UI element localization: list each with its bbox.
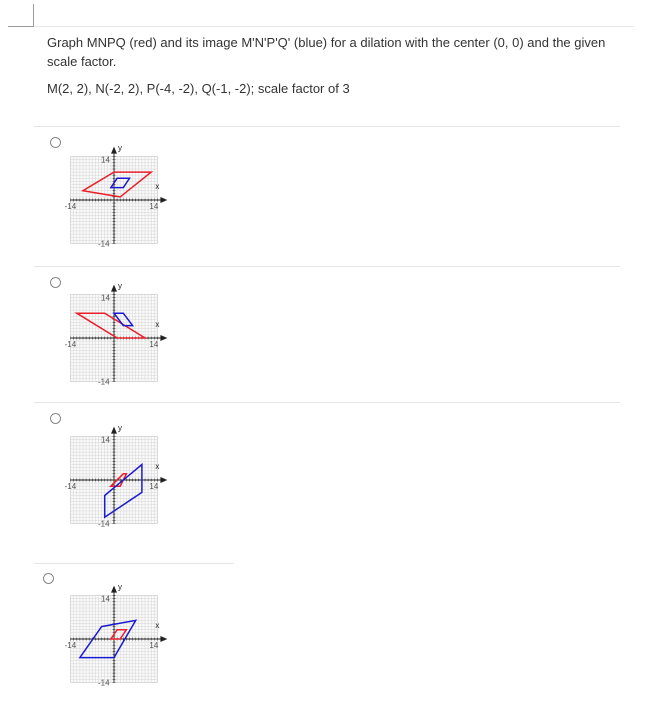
divider <box>34 126 620 127</box>
x-max-label: 14 <box>149 482 159 491</box>
y-axis-arrow <box>111 427 117 434</box>
option-a-radio[interactable] <box>50 137 61 148</box>
y-axis-label: y <box>118 582 122 592</box>
x-min-label: -14 <box>64 641 77 650</box>
divider <box>34 402 620 403</box>
x-axis-label: x <box>155 182 160 191</box>
x-axis-arrow <box>160 477 167 483</box>
x-axis-label: x <box>155 320 160 329</box>
x-min-label: -14 <box>64 340 77 349</box>
x-axis-label: x <box>155 621 160 630</box>
x-axis-label: x <box>155 462 160 471</box>
y-max-label: 14 <box>101 155 110 165</box>
x-max-label: 14 <box>149 340 159 349</box>
option-a-graph[interactable] <box>62 133 192 253</box>
corner-mark <box>8 26 34 27</box>
divider <box>34 26 634 27</box>
corner-mark <box>33 4 34 26</box>
x-min-label: -14 <box>64 202 77 211</box>
x-axis-arrow <box>160 335 167 341</box>
y-axis-arrow <box>111 147 117 154</box>
option-b-radio[interactable] <box>50 277 61 288</box>
option-b-graph[interactable] <box>62 271 192 391</box>
y-axis-label: y <box>118 423 122 433</box>
y-max-label: 14 <box>101 293 110 303</box>
y-axis-label: y <box>118 281 122 291</box>
x-axis-arrow <box>160 636 167 642</box>
y-max-label: 14 <box>101 594 110 604</box>
y-min-label: -14 <box>98 377 110 387</box>
x-axis-arrow <box>160 197 167 203</box>
y-min-label: -14 <box>98 239 110 249</box>
question-prompt: Graph MNPQ (red) and its image M'N'P'Q' (blue) for a dilation with the center (0, 0) and the given scale factor. <box>47 35 606 69</box>
y-axis-label: y <box>118 143 122 153</box>
divider <box>34 266 620 267</box>
y-min-label: -14 <box>98 678 110 688</box>
x-max-label: 14 <box>149 202 159 211</box>
y-max-label: 14 <box>101 435 110 445</box>
x-max-label: 14 <box>149 641 159 650</box>
option-d-radio[interactable] <box>43 573 54 584</box>
question-points: M(2, 2), N(-2, 2), P(-4, -2), Q(-1, -2); scale factor of 3 <box>47 81 350 96</box>
y-axis-arrow <box>111 586 117 593</box>
option-d-graph[interactable] <box>62 572 192 692</box>
x-min-label: -14 <box>64 482 77 491</box>
divider <box>34 563 234 564</box>
y-axis-arrow <box>111 285 117 292</box>
y-min-label: -14 <box>98 519 110 529</box>
option-c-radio[interactable] <box>50 413 61 424</box>
option-c-graph[interactable] <box>62 413 192 533</box>
